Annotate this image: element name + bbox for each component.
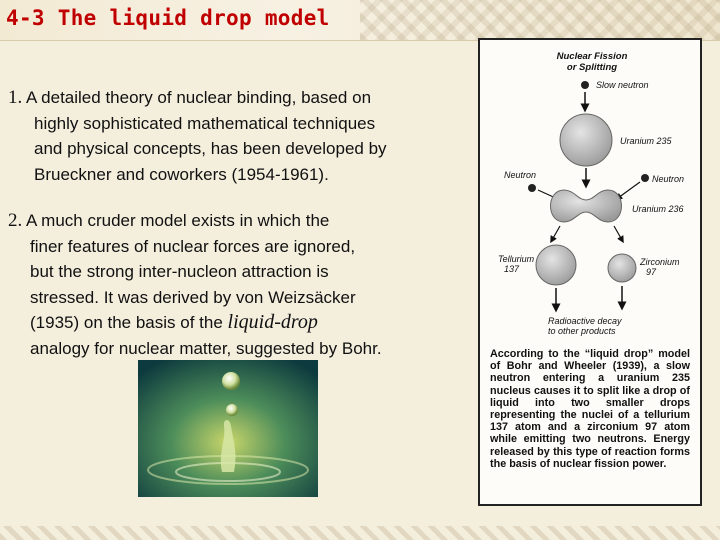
point-2-number: 2. [8,210,23,231]
point-1-line-1: 1. A detailed theory of nuclear binding, based on [8,87,372,108]
zirconium-name-label: Zirconium [640,257,680,267]
slide-title: 4-3 The liquid drop model [6,6,330,30]
decorative-pattern [360,0,720,40]
point-1-number: 1. [8,87,23,108]
point-1-line-4: Brueckner and coworkers (1954-1961). [34,164,329,184]
neutron-right-arrow [618,182,640,198]
uranium-236-label: Uranium 236 [632,204,684,214]
decay-label-line-2: to other products [548,326,616,336]
decay-label-line-1: Radioactive decay [548,316,622,326]
slow-neutron-dot [581,81,589,89]
arrow-split-right [614,226,622,240]
water-drop-photo [138,360,318,497]
neutron-right-dot [641,174,649,182]
point-2-line-2: finer features of nuclear forces are ignored, [30,236,356,256]
point-2-line-6: analogy for nuclear matter, suggested by Bohr. [30,338,382,358]
neutron-left-dot [528,184,536,192]
liquid-drop-term: liquid-drop [227,311,318,333]
slow-neutron-label: Slow neutron [596,80,649,90]
point-1-line-3: and physical concepts, has been developed by [34,139,387,158]
point-2-line-4: stressed. It was derived by von Weizsäcker [30,287,356,307]
uranium-235-nucleus [560,114,612,166]
tellurium-mass-label: 137 [504,264,520,274]
point-1 [8,85,468,187]
point-2 [8,208,468,361]
title-bar [0,0,720,41]
point-2-line-5: (1935) on the basis of the liquid-drop [30,311,318,333]
uranium-235-label: Uranium 235 [620,136,672,146]
zirconium-nucleus [608,254,636,282]
fission-figure [478,38,702,506]
tellurium-nucleus [536,245,576,285]
bottom-border-pattern [0,526,720,540]
point-1-line-2: highly sophisticated mathematical techniques [34,113,376,133]
point-2-line-3: but the strong inter-nucleon attraction is [30,262,329,281]
figure-title-line-2: or Splitting [566,62,618,73]
figure-title-line-1: Nuclear Fission [556,51,628,62]
neutron-right-label: Neutron [652,174,685,184]
uranium-236-nucleus [551,190,622,222]
arrow-split-left [552,226,560,240]
point-2-line-1: 2. A much cruder model exists in which the [8,210,330,231]
tellurium-name-label: Tellurium [498,254,535,264]
zirconium-mass-label: 97 [646,267,657,277]
neutron-left-label: Neutron [504,170,537,180]
figure-caption: According to the “liquid drop” model of Bohr and Wheeler (1939), a slow neutron entering a uranium 235 nucleus causes it to split like a drop of liquid into two smaller drops representing the nuclei of a tellurium 137 atom and a zirconium 97 atom while emitting two neutrons. Energy released by this type of reaction forms the basis of nuclear fission power. [490,348,690,470]
